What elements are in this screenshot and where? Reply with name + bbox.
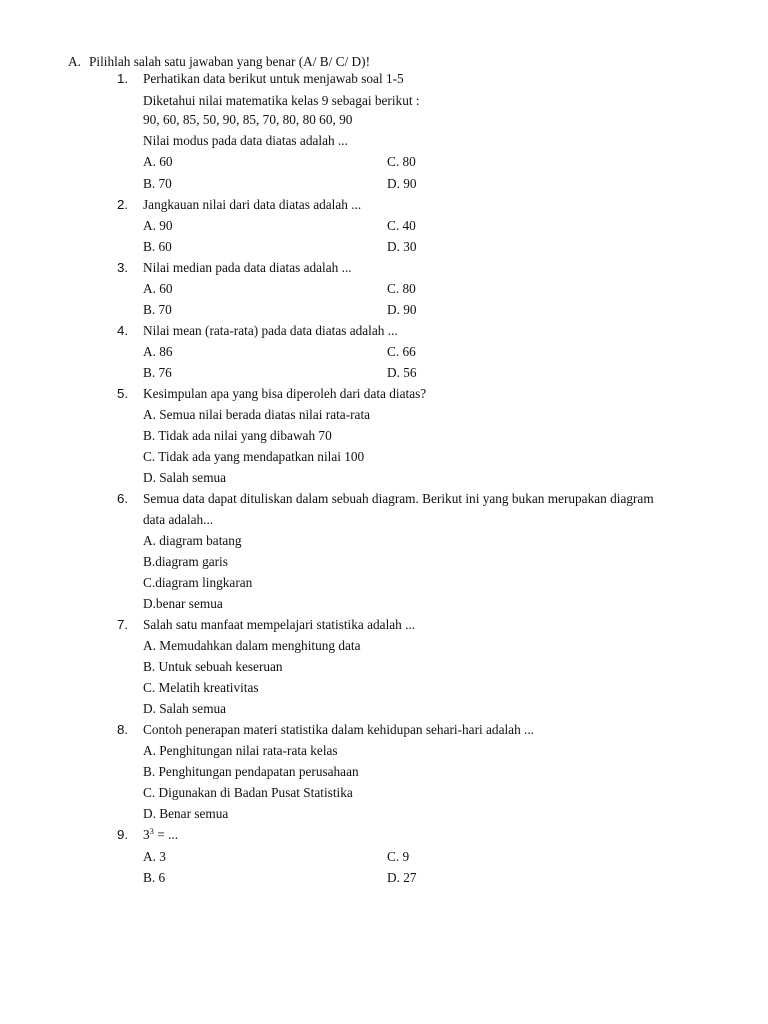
answer-option: D. 27 (387, 870, 417, 885)
answer-option: D. 90 (387, 302, 417, 317)
question-text: Contoh penerapan materi statistika dalam kehidupan sehari-hari adalah ... (143, 722, 535, 737)
answer-option: A. Memudahkan dalam menghitung data (143, 638, 361, 653)
question-number: 1. (117, 71, 129, 86)
question-number: 6. (117, 491, 129, 506)
question-number: 9. (117, 827, 129, 842)
question-text: Nilai mean (rata-rata) pada data diatas adalah ... (143, 323, 398, 338)
answer-option: D. 90 (387, 176, 417, 191)
answer-option: B. 70 (143, 302, 172, 317)
answer-option: C. Tidak ada yang mendapatkan nilai 100 (143, 449, 365, 464)
answer-option: A. 3 (143, 849, 166, 864)
question-number: 2. (117, 197, 129, 212)
answer-option: B. Penghitungan pendapatan perusahaan (143, 764, 359, 779)
answer-option: B. 6 (143, 870, 166, 885)
question-text: Semua data dapat dituliskan dalam sebuah diagram. Berikut ini yang bukan merupakan diagram (143, 491, 654, 506)
question-number: 7. (117, 617, 129, 632)
answer-option: C. 80 (387, 154, 416, 169)
answer-option: C.diagram lingkaran (143, 575, 253, 590)
answer-option: C. Melatih kreativitas (143, 680, 259, 695)
answer-option: C. 40 (387, 218, 416, 233)
power-base: 3 (143, 827, 150, 842)
answer-option: B. 60 (143, 239, 172, 254)
answer-option: D.benar semua (143, 596, 223, 611)
question-text: Nilai median pada data diatas adalah ... (143, 260, 352, 275)
answer-option: C. 80 (387, 281, 416, 296)
power-exponent: 3 (149, 826, 154, 836)
answer-option: A. 90 (143, 218, 173, 233)
answer-option: B. 70 (143, 176, 172, 191)
question-text: Nilai modus pada data diatas adalah ... (143, 133, 348, 148)
answer-option: D. Benar semua (143, 806, 229, 821)
question-text: Jangkauan nilai dari data diatas adalah ... (143, 197, 362, 212)
answer-option: B. Untuk sebuah keseruan (143, 659, 283, 674)
answer-option: B. 76 (143, 365, 172, 380)
answer-option: D. 30 (387, 239, 417, 254)
question-number: 8. (117, 722, 129, 737)
question-number: 5. (117, 386, 129, 401)
question-text (143, 827, 178, 843)
answer-option: D. Salah semua (143, 701, 227, 716)
answer-option: D. 56 (387, 365, 417, 380)
section-letter: A. (68, 54, 81, 69)
answer-option: A. 86 (143, 344, 173, 359)
data-values: 90, 60, 85, 50, 90, 85, 70, 80, 80 60, 90 (143, 112, 353, 127)
question-number: 4. (117, 323, 129, 338)
section-instruction: Pilihlah salah satu jawaban yang benar (A/ B/ C/ D)! (89, 54, 371, 69)
answer-option: C. 9 (387, 849, 410, 864)
answer-option: A. 60 (143, 154, 173, 169)
question-stem-rest: = ... (153, 827, 179, 842)
question-text: Salah satu manfaat mempelajari statistika adalah ... (143, 617, 416, 632)
answer-option: D. Salah semua (143, 470, 227, 485)
question-text: Kesimpulan apa yang bisa diperoleh dari data diatas? (143, 386, 427, 401)
answer-option: A. 60 (143, 281, 173, 296)
answer-option: C. Digunakan di Badan Pusat Statistika (143, 785, 353, 800)
answer-option: B.diagram garis (143, 554, 228, 569)
answer-option: B. Tidak ada nilai yang dibawah 70 (143, 428, 332, 443)
answer-option: A. Semua nilai berada diatas nilai rata-rata (143, 407, 371, 422)
question-text: data adalah... (143, 512, 214, 527)
answer-option: A. diagram batang (143, 533, 242, 548)
answer-option: C. 66 (387, 344, 416, 359)
question-text: Perhatikan data berikut untuk menjawab soal 1-5 (143, 71, 404, 86)
question-text: Diketahui nilai matematika kelas 9 sebagai berikut : (143, 93, 420, 108)
answer-option: A. Penghitungan nilai rata-rata kelas (143, 743, 338, 758)
question-number: 3. (117, 260, 129, 275)
